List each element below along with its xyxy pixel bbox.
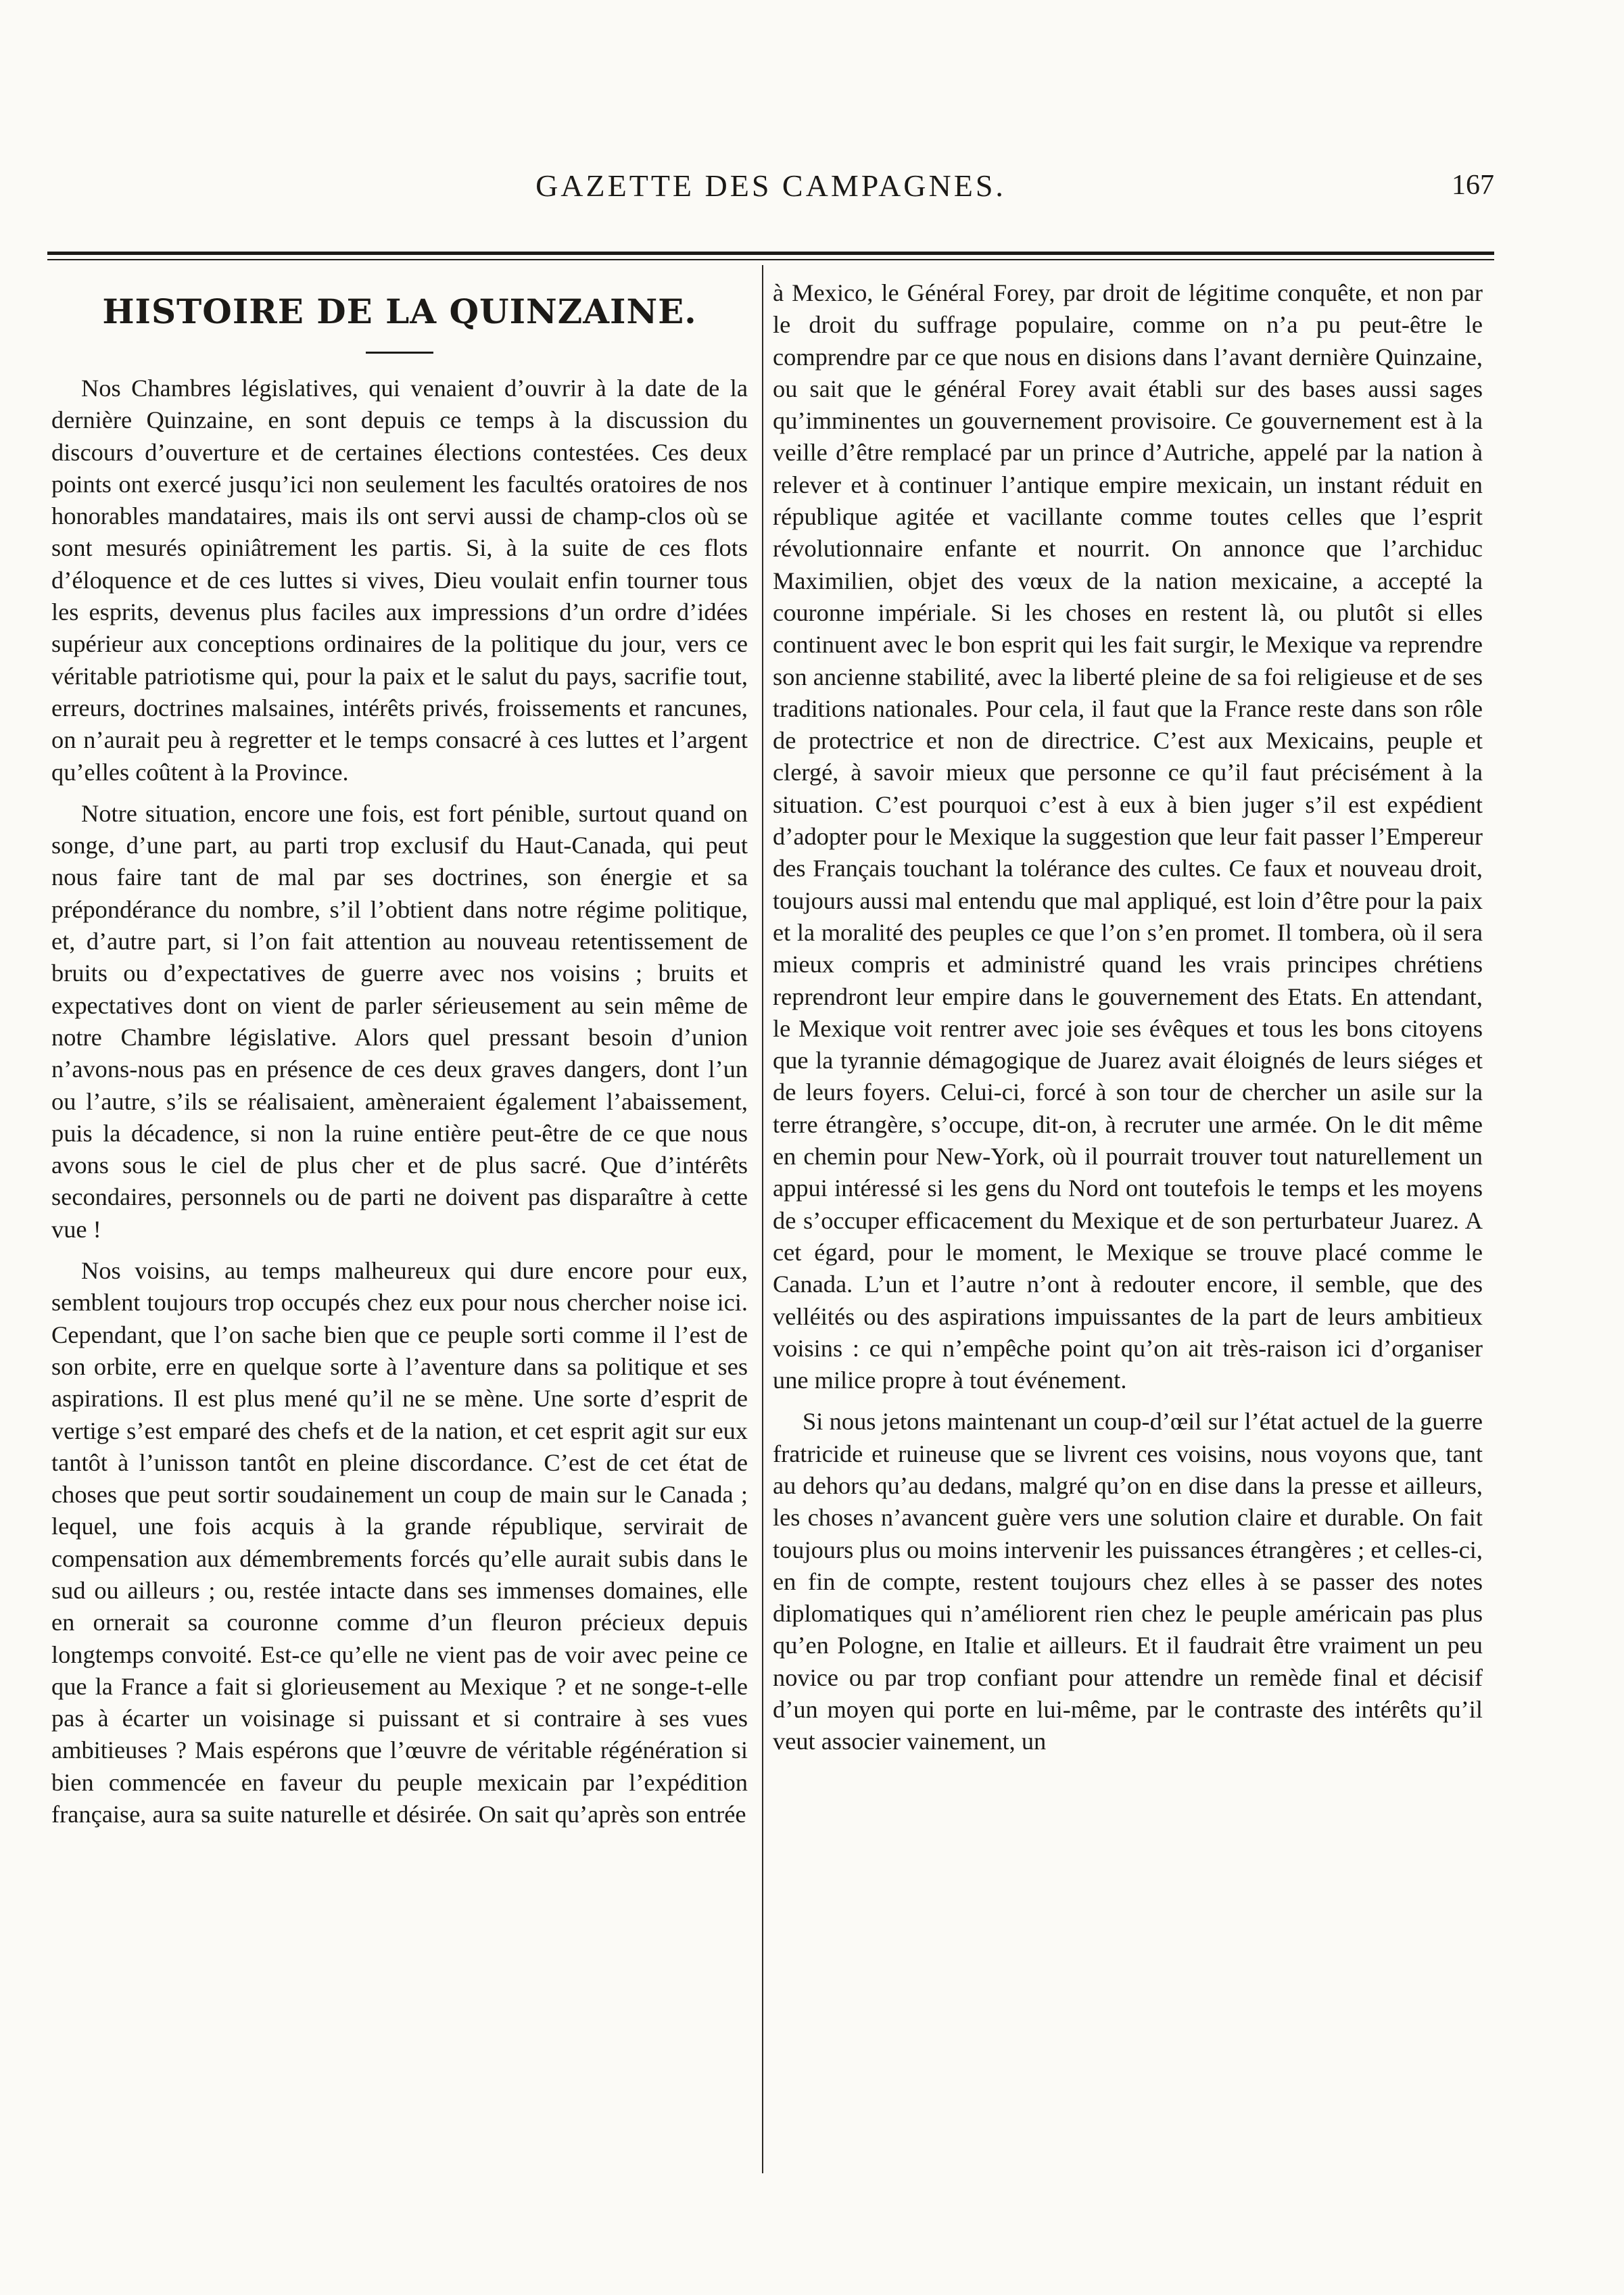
right-column xyxy=(773,277,1483,1768)
header-rule-thin xyxy=(47,259,1494,260)
paragraph: à Mexico, le Général Forey, par droit de légitime conquête, et non par le droit du suffrage populaire, comme on n’a pu peut-être le comprendre par ce que nous en disions dans l’avant dernière Quinzaine, ou sait que le général Forey avait établi sur des bases aussi sages qu’imminentes un gouvernement provisoire. Ce gouvernement est à la veille d’être remplacé par un prince d’Autriche, appelé par la nation à relever et à continuer l’antique empire mexicain, un instant réduit en république agitée et vacillante comme toutes celles que l’esprit révolutionnaire enfante et nourrit. On annonce que l’archiduc Maximilien, objet des vœux de la nation mexicaine, a accepté la couronne impériale. Si les choses en restent là, ou plutôt si elles continuent avec le bon esprit qui les fait surgir, le Mexique va reprendre son ancienne stabilité, avec la liberté pleine de sa foi religieuse et de ses traditions nationales. Pour cela, il faut que la France reste dans son rôle de protectrice et non de directrice. C’est aux Mexicains, peuple et clergé, à savoir mieux que personne ce qu’il faut précisément à la situation. C’est pourquoi c’est à eux à bien juger s’il est expédient d’adopter pour le Mexique la suggestion que leur fait passer l’Empereur des Français touchant la tolérance des cultes. Ce faux et nouveau droit, toujours aussi mal entendu que mal appliqué, est loin d’être pour la paix et la moralité des peuples ce que l’on s’en promet. Il tombera, où il sera mieux compris et administré quand les vrais principes chrétiens reprendront leur empire dans le gouvernement des Etats. En attendant, le Mexique voit rentrer avec joie ses évêques et tous les bons citoyens que la tyrannie démagogique de Juarez avait éloignés de leurs siéges et de leurs foyers. Celui-ci, forcé à son tour de chercher un asile sur la terre étrangère, s’occupe, dit-on, à recruter une armée. On le dit même en chemin pour New-York, où il pourrait trouver tout naturellement un appui intéressé si les gens du Nord ont toutefois le temps et les moyens de s’occuper efficacement du Mexique et de son perturbateur Juarez. A cet égard, pour le moment, le Mexique se trouve placé comme le Canada. L’un et l’autre n’ont à redouter encore, il semble, que des velléités ou des aspirations impuissantes de la part de leurs ambitieux voisins : ce qui n’empêche point qu’on ait très-raison ici d’organiser une milice propre à tout événement. xyxy=(773,279,1483,1394)
title-rule xyxy=(366,352,433,354)
header-rule-thick xyxy=(47,252,1494,255)
publication-title: GAZETTE DES CAMPAGNES. xyxy=(535,168,1006,203)
paragraph: Si nous jetons maintenant un coup-d’œil sur l’état actuel de la guerre fratricide et ruineuse que se livrent ces voisins, nous voyons que, tant au dehors qu’au dedans, malgré qu’on en dise dans la presse et ailleurs, les choses n’avancent guère vers une solution claire et durable. On fait toujours plus ou moins intervenir les puissances étrangères ; et celles-ci, en fin de compte, restent toujours chez elles à se passer des notes diplomatiques qui n’améliorent rien chez le peuple américain pas plus qu’en Pologne, en Italie et ailleurs. Et il faudrait être vraiment un peu novice ou par trop confiant pour attendre un remède final et décisif d’un moyen qui porte en lui-même, par le contraste des intérêts qu’il veut associer vainement, un xyxy=(773,1408,1483,1755)
page-header xyxy=(47,168,1494,215)
column-divider xyxy=(762,265,763,2173)
paragraph: Nos voisins, au temps malheureux qui dure encore pour eux, semblent toujours trop occupés chez eux pour nous chercher noise ici. Cependant, que l’on sache bien que ce peuple sorti comme il l’est de son orbite, erre en quelque sorte à l’aventure dans sa politique et ses aspirations. Il est plus mené qu’il ne se mène. Une sorte d’esprit de vertige s’est emparé des chefs et de la nation, et cet esprit agit sur eux tantôt à l’unisson tantôt en pleine discordance. C’est de cet état de choses que peut sortir soudainement un coup de main sur le Canada ; lequel, une fois acquis à la grande république, servirait de compensation aux démembrements forcés qu’elle aurait subis dans le sud ou ailleurs ; ou, restée intacte dans ses immenses domaines, elle en ornerait sa couronne comme d’un fleuron précieux depuis longtemps convoité. Est-ce qu’elle ne vient pas de voir avec peine ce que la France a fait si glorieusement au Mexique ? et ne songe-t-elle pas à écarter un voisinage si puissant et si contraire à ses vues ambitieuses ? Mais espérons que l’œuvre de véritable régénération si bien commencée en faveur du peuple mexicain par l’expédition française, aura sa suite naturelle et désirée. On sait qu’après son entrée xyxy=(51,1257,748,1828)
left-column xyxy=(51,284,748,1840)
paragraph: Nos Chambres législatives, qui venaient d’ouvrir à la date de la dernière Quinzaine, en sont depuis ce temps à la discussion du discours d’ouverture et de certaines élections contestées. Ces deux points ont exercé jusqu’ici non seulement les facultés oratoires de nos honorables mandataires, mais ils ont servi aussi de champ-clos où se sont mesurés opiniâtrement les partis. Si, à la suite de ces flots d’éloquence et de ces luttes si vives, Dieu voulait enfin tourner tous les esprits, devenus plus faciles aux impressions d’un ordre d’idées supérieur aux conceptions ordinaires de la politique du jour, vers ce véritable patriotisme qui, pour la paix et le salut du pays, sacrifie tout, erreurs, doctrines malsaines, intérêts privés, froissements et rancunes, on n’aurait peu à regretter et le temps consacré à ces luttes et l’argent qu’elles coûtent à la Province. xyxy=(51,375,748,786)
page-number: 167 xyxy=(1452,170,1494,201)
paragraph: Notre situation, encore une fois, est fort pénible, surtout quand on songe, d’une part, au parti trop exclusif du Haut-Canada, qui peut nous faire tant de mal par ses doctrines, son énergie et sa prépondérance du nombre, s’il l’obtient dans notre régime politique, et, d’autre part, si l’on fait attention au nouveau retentissement de bruits ou d’expectatives de guerre avec nos voisins ; bruits et expectatives dont on vient de parler sérieusement au sein même de notre Chambre législative. Alors quel pressant besoin d’union n’avons-nous pas en présence de ces deux graves dangers, dont l’un ou l’autre, s’ils se réalisaient, amèneraient également l’abaissement, puis la décadence, si non la ruine entière peut-être de ce que nous avons sous le ciel de plus cher et de plus sacré. Que d’intérêts secondaires, personnels ou de parti ne doivent pas disparaître à cette vue ! xyxy=(51,799,748,1243)
section-title: HISTOIRE DE LA QUINZAINE. xyxy=(102,291,697,331)
